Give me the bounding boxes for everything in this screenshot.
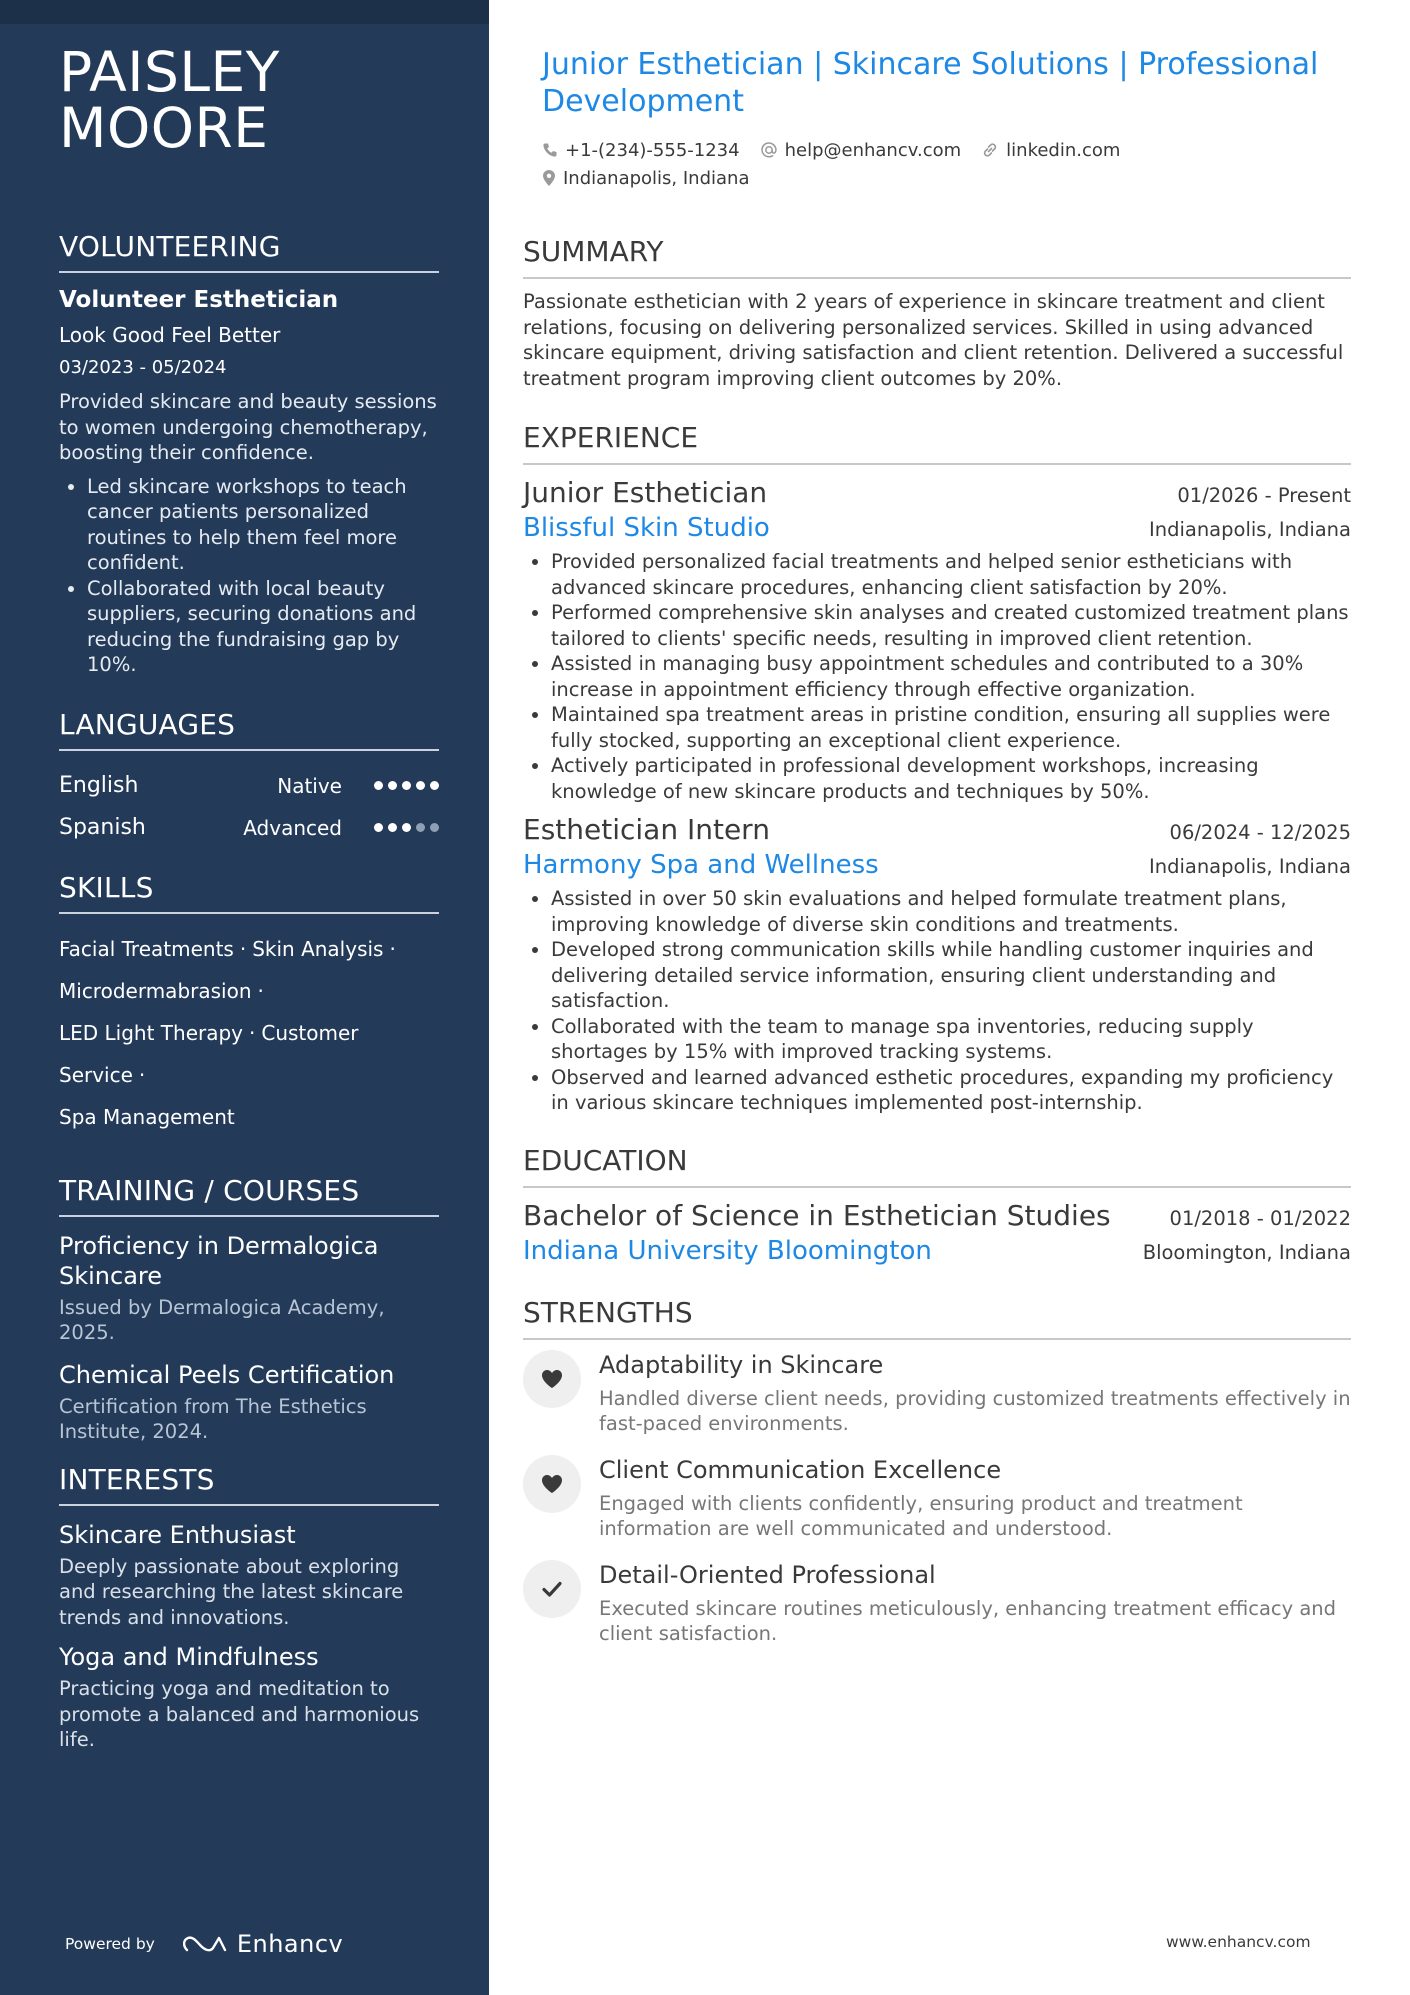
list-item: • Collaborated with local beauty suppliers, securing donations and reducing the fundraising gap by 10%. — [87, 576, 439, 678]
enhancv-logo[interactable] — [183, 1930, 343, 1958]
strengths-section — [523, 1296, 1351, 1647]
list-item: • Assisted in managing busy appointment schedules and contributed to a 30% increase in appointment efficiency through effective organization. — [551, 651, 1351, 702]
contact-linkedin-text: linkedin.com — [1006, 139, 1121, 161]
rating-dot — [374, 781, 383, 790]
volunteering-section — [59, 230, 439, 678]
strength-item — [523, 1350, 1351, 1437]
training-section — [59, 1174, 439, 1445]
list-item: • Actively participated in professional development workshops, increasing knowledge of new skincare products and techniques by 50%. — [551, 753, 1351, 804]
language-level: Advanced — [243, 815, 342, 840]
rating-dot — [402, 823, 411, 832]
volunteer-bullets — [59, 474, 439, 678]
rating-dot — [388, 823, 397, 832]
location-pin-icon — [542, 169, 556, 187]
education-dates: 01/2018 - 01/2022 — [1169, 1206, 1351, 1230]
list-item: • Observed and learned advanced esthetic procedures, expanding my proficiency in various skincare techniques implemented post-internship. — [551, 1065, 1351, 1116]
powered-by — [65, 1930, 343, 1958]
skill-item: Customer Service — [59, 1020, 359, 1087]
volunteer-organization: Look Good Feel Better — [59, 323, 281, 347]
check-icon — [542, 1581, 562, 1597]
contact-phone[interactable] — [542, 140, 740, 161]
enhancv-logo-text: Enhancv — [236, 1930, 344, 1958]
phone-icon — [542, 142, 558, 158]
contact-location-text: Indianapolis, Indiana — [563, 167, 750, 189]
course-description: Issued by Dermalogica Academy, 2025. — [59, 1295, 385, 1344]
job-title: Esthetician Intern — [523, 813, 770, 846]
strength-description: Executed skincare routines meticulously, enhancing treatment efficacy and client satisfaction. — [599, 1596, 1337, 1645]
education-location: Bloomington, Indiana — [1142, 1240, 1351, 1264]
contact-location — [542, 168, 750, 189]
interest-title: Yoga and Mindfulness — [59, 1643, 319, 1671]
list-item: • Led skincare workshops to teach cancer patients personalized routines to help them feel more confident. — [87, 474, 439, 576]
experience-heading: EXPERIENCE — [523, 421, 1351, 465]
heart-icon — [541, 1474, 563, 1494]
rating-dot — [402, 781, 411, 790]
course-title: Proficiency in Dermalogica Skincare — [59, 1231, 379, 1290]
skill-item: Microdermabrasion — [59, 978, 252, 1003]
heart-icon — [541, 1369, 563, 1389]
education-section — [523, 1144, 1351, 1268]
languages-heading: LANGUAGES — [59, 708, 439, 751]
strength-icon-badge — [523, 1350, 581, 1408]
rating-dot — [416, 823, 425, 832]
list-item: • Collaborated with the team to manage spa inventories, reducing supply shortages by 15% with improved tracking systems. — [551, 1014, 1351, 1065]
language-rating — [374, 781, 439, 790]
experience-section — [523, 421, 1351, 1116]
language-level: Native — [277, 773, 342, 798]
rating-dot — [430, 781, 439, 790]
skill-item: Facial Treatments — [59, 936, 234, 961]
language-row — [59, 765, 439, 807]
skill-item: Spa Management — [59, 1104, 235, 1129]
interest-description: Practicing yoga and meditation to promote a balanced and harmonious life. — [59, 1677, 420, 1751]
powered-by-label: Powered by — [65, 1935, 155, 1953]
school-name[interactable]: Indiana University Bloomington — [523, 1235, 932, 1266]
list-item: • Maintained spa treatment areas in pristine condition, ensuring all supplies were fully stocked, supporting an exceptional client experience. — [551, 702, 1351, 753]
language-rating — [374, 823, 439, 832]
interest-description: Deeply passionate about exploring and researching the latest skincare trends and innovations. — [59, 1554, 404, 1629]
job-dates: 01/2026 - Present — [1177, 484, 1351, 507]
rating-dot — [374, 823, 383, 832]
job-entry — [523, 812, 1351, 1116]
list-item: • Provided personalized facial treatments and helped senior estheticians with advanced skincare procedures, enhancing client satisfaction by 20%. — [551, 549, 1351, 600]
list-item: • Assisted in over 50 skin evaluations and helped formulate treatment plans, improving knowledge of diverse skin conditions and treatments. — [551, 886, 1351, 937]
summary-text: Passionate esthetician with 2 years of experience in skincare treatment and client relations, focusing on delivering personalized services. Skilled in using advanced skincare equipment, driving satisfaction and client retention. Delivered a successful treatment program improving client outcomes by 20%. — [523, 290, 1344, 390]
job-dates: 06/2024 - 12/2025 — [1169, 821, 1351, 844]
job-location: Indianapolis, Indiana — [1148, 518, 1351, 541]
list-item: • Developed strong communication skills while handling customer inquiries and delivering detailed service information, ensuring client understanding and satisfaction. — [551, 937, 1351, 1014]
job-bullets — [523, 549, 1351, 804]
sidebar-top-strip — [0, 0, 489, 24]
summary-section — [523, 235, 1351, 391]
degree-title: Bachelor of Science in Esthetician Studies — [523, 1198, 1111, 1232]
skill-item: Skin Analysis — [252, 936, 384, 961]
course-description: Certification from The Esthetics Institute, 2024. — [59, 1394, 367, 1443]
at-icon — [760, 141, 778, 159]
interests-heading: INTERESTS — [59, 1463, 439, 1506]
language-name: Spanish — [59, 815, 146, 840]
language-row — [59, 807, 439, 849]
language-name: English — [59, 773, 139, 798]
strength-description: Handled diverse client needs, providing customized treatments effectively in fast-paced environments. — [599, 1386, 1351, 1435]
contact-phone-text: +1-(234)-555-1234 — [565, 139, 740, 161]
strengths-heading: STRENGTHS — [523, 1296, 1351, 1340]
volunteer-title: Volunteer Esthetician — [59, 287, 339, 313]
company-name[interactable]: Harmony Spa and Wellness — [523, 850, 879, 880]
job-title: Junior Esthetician — [523, 476, 768, 509]
strength-title: Adaptability in Skincare — [599, 1350, 884, 1379]
strength-item — [523, 1455, 1351, 1542]
job-entry — [523, 475, 1351, 804]
summary-heading: SUMMARY — [523, 235, 1351, 279]
rating-dot — [416, 781, 425, 790]
volunteer-description: Provided skincare and beauty sessions to women undergoing chemotherapy, boosting their confidence. — [59, 390, 437, 464]
strength-description: Engaged with clients confidently, ensuring product and treatment information are well communicated and understood. — [599, 1491, 1243, 1540]
skills-list: Facial Treatments · Skin Analysis · Microdermabrasion · LED Light Therapy · Customer Service · Spa Management — [59, 936, 396, 1129]
strength-icon-badge — [523, 1455, 581, 1513]
sidebar — [0, 0, 489, 1995]
headline: Junior Esthetician | Skincare Solutions | Professional Development — [542, 47, 1319, 119]
strength-title: Client Communication Excellence — [599, 1455, 1002, 1484]
interest-title: Skincare Enthusiast — [59, 1520, 296, 1549]
link-icon — [981, 141, 999, 159]
name-first: PAISLEY — [59, 40, 280, 104]
enhancv-logo-icon — [183, 1932, 229, 1956]
languages-section — [59, 708, 439, 849]
skills-heading: SKILLS — [59, 871, 439, 914]
footer-website[interactable]: www.enhancv.com — [1166, 1933, 1311, 1951]
education-heading: EDUCATION — [523, 1144, 1351, 1188]
company-name[interactable]: Blissful Skin Studio — [523, 513, 770, 543]
interests-section — [59, 1463, 439, 1753]
skills-section — [59, 871, 439, 1138]
volunteering-heading: VOLUNTEERING — [59, 230, 439, 273]
rating-dot — [388, 781, 397, 790]
name-last: MOORE — [59, 96, 269, 160]
candidate-name — [59, 40, 439, 160]
strength-item — [523, 1560, 1351, 1647]
strength-icon-badge — [523, 1560, 581, 1618]
contact-info — [542, 136, 1342, 192]
contact-email[interactable] — [760, 140, 962, 161]
strength-title: Detail-Oriented Professional — [599, 1560, 936, 1589]
skill-item: LED Light Therapy — [59, 1020, 244, 1045]
course-title: Chemical Peels Certification — [59, 1360, 395, 1389]
contact-email-text: help@enhancv.com — [784, 139, 962, 161]
volunteer-dates: 03/2023 - 05/2024 — [59, 357, 227, 378]
job-bullets — [523, 886, 1351, 1116]
rating-dot — [430, 823, 439, 832]
list-item: • Performed comprehensive skin analyses and created customized treatment plans tailored to clients' specific needs, resulting in improved client retention. — [551, 600, 1351, 651]
contact-linkedin[interactable] — [981, 140, 1120, 161]
job-location: Indianapolis, Indiana — [1148, 855, 1351, 878]
training-heading: TRAINING / COURSES — [59, 1174, 439, 1217]
